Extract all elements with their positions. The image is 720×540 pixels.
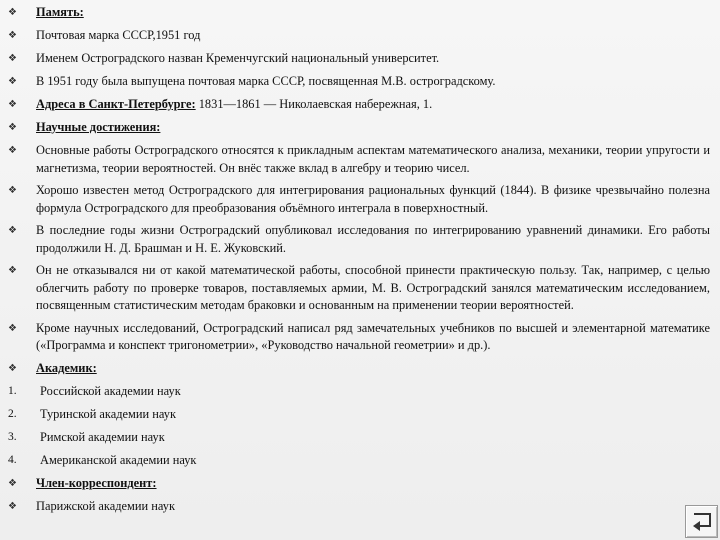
list-item xyxy=(0,96,720,114)
section-heading-memory: Память: xyxy=(36,5,84,19)
section-heading-achievements: Научные достижения: xyxy=(36,120,161,134)
item-text: В 1951 году была выпущена почтовая марка СССР, посвященная М.В. остроградскому. xyxy=(36,74,496,88)
list-item xyxy=(0,320,720,355)
list-item xyxy=(0,360,720,378)
list-item xyxy=(0,4,720,22)
item-text: Хорошо известен метод Остроградского для интегрирования рациональных функций (1844). В физике чрезвычайно полезна формула Остроградского для преобразования объёмного интеграла в поверхностный. xyxy=(36,183,710,215)
list-item xyxy=(0,119,720,137)
list-item xyxy=(0,222,720,257)
item-text: Кроме научных исследований, Остроградский написал ряд замечательных учебников по высшей и элементарной математике («Программа и конспект тригонометрии», «Руководство начальной геометрии» и др.). xyxy=(36,320,710,352)
item-text: Туринской академии наук xyxy=(40,406,176,421)
list-number: 1. xyxy=(8,384,17,397)
bullet-icon: ❖ xyxy=(8,122,17,133)
bullet-icon: ❖ xyxy=(8,477,17,489)
list-item xyxy=(0,498,720,516)
item-text: Римской академии наук xyxy=(40,429,165,444)
list-item xyxy=(0,475,720,493)
content-list xyxy=(0,4,720,521)
numbered-item xyxy=(0,383,720,401)
bullet-icon: ❖ xyxy=(8,53,17,64)
section-heading-addresses: Адреса в Санкт-Петербурге: xyxy=(36,97,196,111)
list-item xyxy=(0,50,720,68)
item-text: В последние годы жизни Остроградский опубликовал исследования по интегрированию уравнений динамики. Его работы продолжили Н. Д. Брашман и Н. Е. Жуковский. xyxy=(36,223,710,255)
bullet-icon: ❖ xyxy=(8,76,17,87)
item-text: Парижской академии наук xyxy=(36,498,175,513)
bullet-icon: ❖ xyxy=(8,30,17,41)
section-heading-corresponding-member: Член-корреспондент: xyxy=(36,475,157,490)
list-item xyxy=(0,142,720,177)
bullet-icon: ❖ xyxy=(8,185,17,196)
item-text: Американской академии наук xyxy=(40,452,197,467)
bullet-icon: ❖ xyxy=(8,7,17,18)
item-text: Основные работы Остроградского относятся к прикладным аспектам математического анализа, механики, теории упругости и магнетизма, теории вероятностей. Он внёс также вклад в алгебру и теорию чисел. xyxy=(36,143,710,175)
list-item xyxy=(0,73,720,91)
list-item xyxy=(0,182,720,217)
bullet-icon: ❖ xyxy=(8,500,17,512)
list-number: 4. xyxy=(8,453,17,466)
list-number: 3. xyxy=(8,430,17,443)
bullet-icon: ❖ xyxy=(8,225,17,236)
bullet-icon: ❖ xyxy=(8,322,17,334)
item-text: 1831—1861 — Николаевская набережная, 1. xyxy=(195,97,433,111)
item-text: Он не отказывался ни от какой математической работы, способной принести практическую пользу. Так, например, с целью облегчить работу по проверке товаров, поставляемых армии, М. В. Остроградский занялся математическим исследованием, посвященным статистическим методам браковки и основанным на применении теории вероятностей. xyxy=(36,263,710,312)
list-number: 2. xyxy=(8,407,17,420)
section-heading-academician: Академик: xyxy=(36,360,97,375)
list-item xyxy=(0,27,720,45)
numbered-item xyxy=(0,429,720,447)
bullet-icon: ❖ xyxy=(8,99,17,110)
bullet-icon: ❖ xyxy=(8,265,17,276)
item-text: Почтовая марка СССР,1951 год xyxy=(36,28,201,42)
numbered-item xyxy=(0,406,720,424)
bullet-icon: ❖ xyxy=(8,362,17,374)
item-text: Именем Остроградского назван Кременчугский национальный университет. xyxy=(36,51,440,65)
bullet-icon: ❖ xyxy=(8,145,17,156)
list-item xyxy=(0,262,720,315)
return-button[interactable] xyxy=(685,505,718,538)
return-arrow-icon xyxy=(690,511,714,533)
numbered-item xyxy=(0,452,720,470)
item-text: Российской академии наук xyxy=(40,383,181,398)
